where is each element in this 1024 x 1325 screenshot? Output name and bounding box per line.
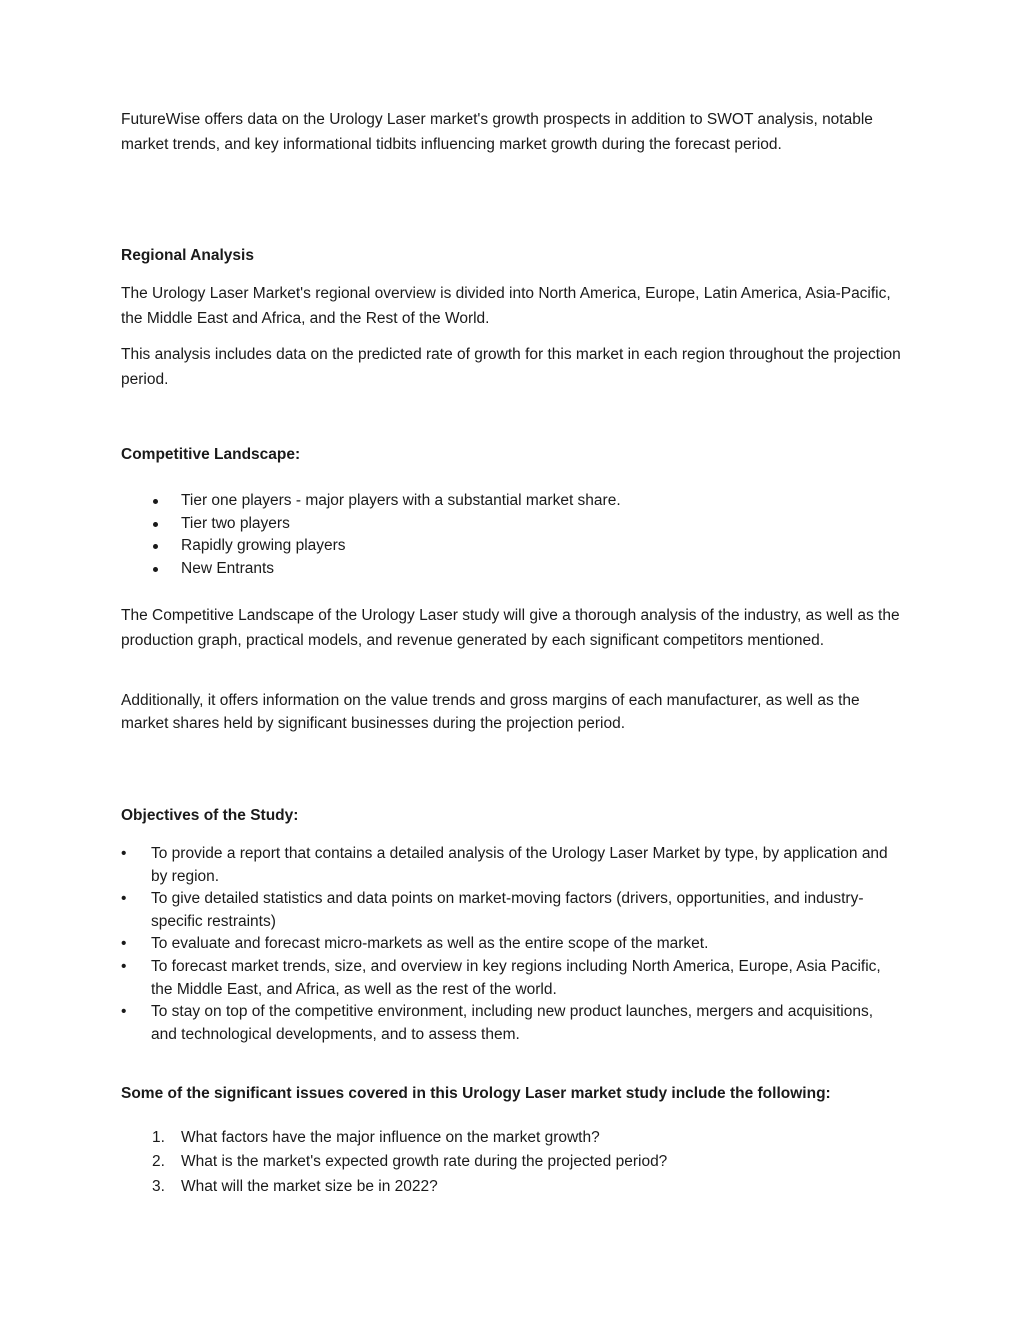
regional-paragraph-2: This analysis includes data on the predicted rate of growth for this market in each region throughout the projection period. <box>121 346 901 388</box>
bullet-icon: • <box>121 1003 127 1021</box>
regional-paragraph-1: The Urology Laser Market's regional overview is divided into North America, Europe, Latin America, Asia-Pacific, the Middle East and Africa, and the Rest of the World. <box>121 285 891 327</box>
list-number: 3. <box>152 1177 165 1195</box>
list-item: Tier one players - major players with a substantial market share. <box>121 490 906 513</box>
list-item: New Entrants <box>121 558 906 581</box>
issues-list <box>121 1126 906 1199</box>
competitive-tier-list <box>121 490 906 580</box>
list-item: Rapidly growing players <box>121 535 906 558</box>
bullet-icon <box>153 544 158 549</box>
bullet-icon <box>153 522 158 527</box>
intro-paragraph: FutureWise offers data on the Urology Laser market's growth prospects in addition to SWOT analysis, notable market trends, and key informational tidbits influencing market growth during the forecast period. <box>121 111 873 153</box>
list-item: Tier two players <box>121 513 906 536</box>
issues-heading: Some of the significant issues covered in this Urology Laser market study include the following: <box>121 1085 831 1102</box>
objectives-list <box>121 843 896 1046</box>
list-item: 3. What will the market size be in 2022? <box>121 1175 906 1199</box>
competitive-landscape-heading: Competitive Landscape: <box>121 446 301 463</box>
regional-analysis-heading: Regional Analysis <box>121 247 254 264</box>
objectives-heading: Objectives of the Study: <box>121 807 299 824</box>
bullet-icon: • <box>121 845 127 862</box>
list-item: 1. What factors have the major influence on the market growth? <box>121 1126 906 1150</box>
competitive-paragraph-2: Additionally, it offers information on the value trends and gross margins of each manufacturer, as well as the market shares held by significant businesses during the projection period. <box>121 692 860 732</box>
bullet-icon <box>153 567 158 572</box>
list-number: 2. <box>152 1153 165 1171</box>
list-number: 1. <box>152 1129 165 1146</box>
list-item: • To provide a report that contains a detailed analysis of the Urology Laser Market by type, by application and by region. <box>121 845 888 885</box>
bullet-icon: • <box>121 957 127 975</box>
bullet-icon: • <box>121 935 127 953</box>
list-item: • To evaluate and forecast micro-markets as well as the entire scope of the market. <box>121 933 896 956</box>
list-item: 2. What is the market's expected growth rate during the projected period? <box>121 1150 906 1174</box>
bullet-icon: • <box>121 890 127 908</box>
list-item: • To stay on top of the competitive environment, including new product launches, mergers and acquisitions, and technological developments, and to assess them. <box>121 1003 874 1043</box>
list-item: • To give detailed statistics and data points on market-moving factors (drivers, opportunities, and industry-specific restraints) <box>121 890 864 930</box>
list-item: • To forecast market trends, size, and overview in key regions including North America, Europe, Asia Pacific, the Middle East, and Africa, as well as the rest of the world. <box>121 957 881 998</box>
bullet-icon <box>153 499 158 504</box>
competitive-paragraph-1: The Competitive Landscape of the Urology Laser study will give a thorough analysis of the industry, as well as the production graph, practical models, and revenue generated by each significant competitors mentioned. <box>121 607 900 649</box>
